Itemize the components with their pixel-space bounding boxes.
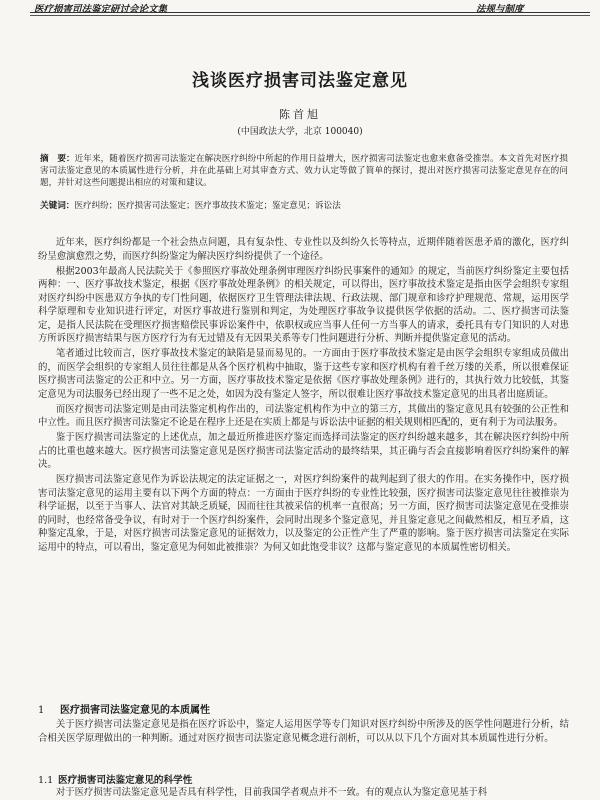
section-title: 医疗损害司法鉴定意见的本质属性 — [60, 705, 210, 716]
paragraph: 关于医疗损害司法鉴定意见是指在医疗诉讼中，鉴定人运用医学等专门知识对医疗纠纷中所涉及的医学性问题进行分析，结合相关医学原理做出的一种判断。通过对医疗损害司法鉴定意见概念进行剖析，可以从以下几个方面对其本质属性进行分析。 — [38, 719, 569, 744]
paragraph: 而医疗损害司法鉴定则是由司法鉴定机构作出的，司法鉴定机构作为中立的第三方，其做出的鉴定意见具有较强的公正性和中立性。而且医疗损害司法鉴定不论是在程序上还是在实质上都是与诉讼法中证据的相关规则相匹配的，更有利于为司法服务。 — [38, 403, 569, 428]
keywords-label: 关键词： — [40, 201, 75, 211]
paragraph: 近年来，医疗纠纷都是一个社会热点问题，具有复杂性、专业性以及纠纷久长等特点，近期伴随着医患矛盾的激化，医疗纠纷呈愈演愈烈之势，而医疗纠纷鉴定为解决医疗纠纷提供了一个途径。 — [38, 237, 569, 262]
paragraph: 根据2003年最高人民法院关于《参照医疗事故处理条例审理医疗纠纷民事案件的通知》的规定，当前医疗纠纷鉴定主要包括两种：一、医疗事故技术鉴定，根据《医疗事故处理条例》的相关规定，可以得出，医疗事故技术鉴定是指由医学会组织专家组对医疗纠纷中医患双方争执的专门性问题，依据医疗卫生管理法律法规、行政法规、部门规章和诊疗护理规范、常规，运用医学科学原理和专业知识进行评定，对医疗事故进行鉴别和判定，为处理医疗事故争议提供医学依据的活动。二、医疗损害司法鉴定，是指人民法院在受理医疗损害赔偿民事诉讼案件中，依职权或应当事人任何一方当事人的请求，委托具有专门知识的人对患方所诉医疗损害结果与医方医疗行为有无过错及有无因果关系等专门性问题进行分析、判断并提供鉴定意见的活动。 — [38, 265, 569, 344]
intro-body — [38, 236, 569, 556]
paragraph: 对于医疗损害司法鉴定意见是否具有科学性，目前我国学者观点并不一致。有的观点认为鉴定意见基于科 — [55, 787, 488, 798]
subsection-1-1-body — [38, 786, 569, 800]
paragraph: 鉴于医疗损害司法鉴定的上述优点，加之最近所推进医疗鉴定而选择司法鉴定的医疗纠纷越来越多，其在解决医疗纠纷中所占的比重也越来越大。医疗损害司法鉴定意见是医疗损害司法鉴定活动的最终结果，其正确与否会直接影响着医疗纠纷案件的解决。 — [38, 432, 569, 470]
paragraph: 笔者通过比较而言，医疗事故技术鉴定的缺陷是显而易见的。一方面由于医疗事故技术鉴定是由医学会组织专家组成员做出的，而医学会组织的专家组人员往往都是从各个医疗机构中抽取，鉴于这些专家和医疗机构有着千丝万缕的关系，所以很难保证医疗损害司法鉴定的公正和中立。另一方面，医疗事故技术鉴定是依据《医疗事故处理条例》进行的，其执行效力比较低，其鉴定意见为司法服务已经出现了一些不足之处，如因为没有鉴定人签字，所以很难让医疗事故技术鉴定意见的出具者出庭质证。 — [38, 348, 569, 400]
abstract-text: 近年来，随着医疗损害司法鉴定在解决医疗纠纷中所起的作用日益增大，医疗损害司法鉴定也愈来愈备受推崇。本文首先对医疗损害司法鉴定意见的本质属性进行分析，并在此基础上对其审查方式、效力认定等做了简单的探讨，提出对医疗损害司法鉴定意见存在的问题，并针对这些问题提出相应的对策和建议。 — [40, 154, 568, 189]
section-heading-1 — [38, 701, 210, 716]
keywords-text: 医疗纠纷；医疗损害司法鉴定；医疗事故技术鉴定；鉴定意见；诉讼法 — [74, 201, 341, 211]
section-1-body — [38, 718, 569, 745]
paragraph: 医疗损害司法鉴定意见作为诉讼法规定的法定证据之一，对医疗纠纷案件的裁判起到了很大的作用。在实务操作中，医疗损害司法鉴定意见的运用主要有以下两个方面的特点：一方面由于医疗纠纷的专业性比较强，医疗损害司法鉴定意见往往被推崇为科学证据，以至于当事人、法官对其缺乏质疑，因而往往其被采信的机率一直很高；另一方面，医疗损害司法鉴定意见在受推崇的同时，也经常备受争议，有时对于一个医疗纠纷案件，会同时出现多个鉴定意见，并且鉴定意见之间截然相反，相互矛盾，这种鉴定乱象，于是，对医疗损害司法鉴定意见的证据效力，以及鉴定的公正性产生了严重的影响。鉴于医疗损害司法鉴定在实际运用中的特点，可以看出，鉴定意见为何如此被推崇？为何又如此饱受非议？这都与鉴定意见的本质属性密切相关。 — [38, 474, 569, 553]
subsection-heading-1-1 — [38, 772, 192, 786]
author: 陈首旭 — [279, 108, 321, 121]
section-number: 1 — [38, 705, 45, 716]
header-rule — [30, 12, 590, 13]
abstract-label: 摘 要： — [40, 154, 75, 164]
subsection-number: 1.1 — [38, 775, 54, 786]
header-rule-thin — [30, 15, 590, 16]
abstract — [40, 153, 568, 190]
header-section-label: 法规与制度 — [476, 4, 524, 15]
affiliation: (中国政法大学，北京 100040) — [237, 127, 363, 137]
subsection-title: 医疗损害司法鉴定意见的科学性 — [58, 775, 193, 786]
keywords — [40, 200, 568, 212]
header-journal-title: 医疗损害司法鉴定研讨会论文集 — [34, 4, 168, 15]
paper-title: 浅谈医疗损害司法鉴定意见 — [192, 71, 408, 91]
